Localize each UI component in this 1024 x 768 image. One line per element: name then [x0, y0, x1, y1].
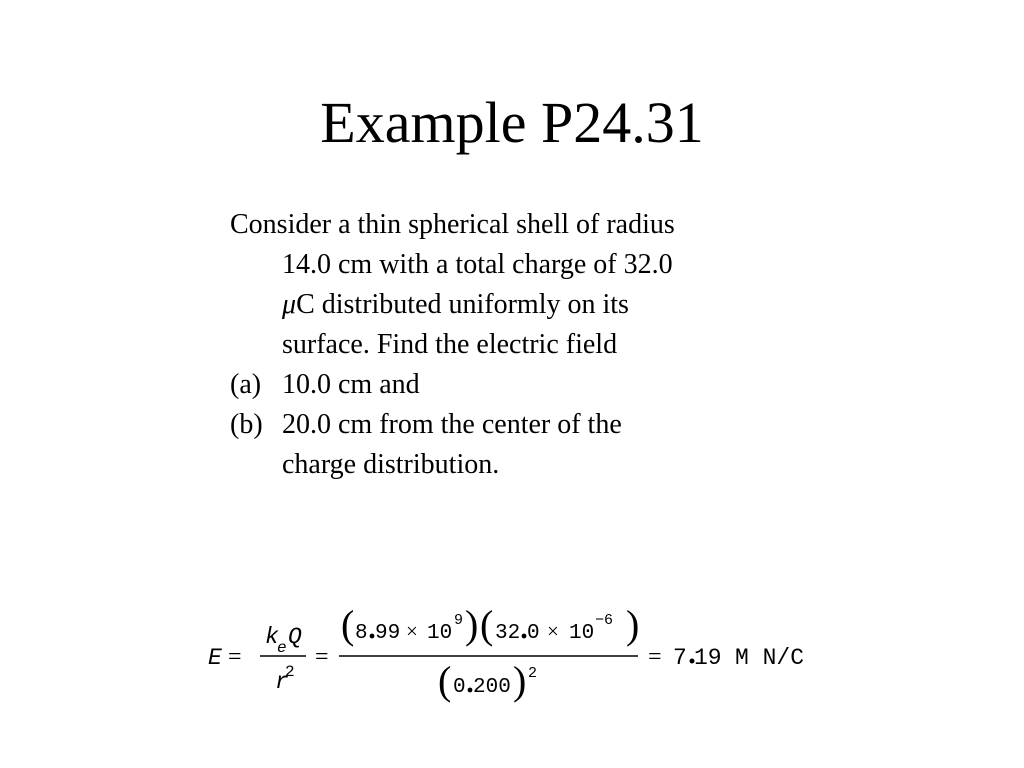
num-term1-times: ×: [406, 619, 418, 643]
eq-equals-1: =: [228, 644, 242, 670]
eq-equals-2: =: [315, 644, 329, 670]
eq-lhs: E: [208, 645, 222, 671]
problem-line-7: charge distribution.: [282, 449, 500, 480]
part-a: [230, 365, 790, 405]
num-paren-open-1: (: [341, 602, 355, 647]
result-unit: M N/C: [735, 645, 805, 671]
part-b-label: (b): [230, 409, 263, 440]
num-term1-base: 10: [427, 622, 453, 645]
problem-line-1: Consider a thin spherical shell of radius: [230, 209, 675, 240]
problem-line-3: [230, 285, 790, 325]
den-decimal-point: [468, 688, 473, 693]
result-int: 7: [673, 645, 687, 671]
problem-line-4: surface. Find the electric field: [282, 329, 618, 360]
den-frac: 200: [473, 676, 511, 699]
num-paren-close-1: ): [465, 602, 479, 647]
num-term2-int: 32: [495, 622, 521, 645]
problem-statement: [230, 205, 790, 485]
num-term2-base: 10: [569, 622, 595, 645]
num-term2-times: ×: [547, 619, 559, 643]
num-term1-exp: 9: [454, 612, 464, 629]
part-b-text: 20.0 cm from the center of the: [282, 409, 622, 440]
eq-equals-3: =: [648, 644, 662, 670]
problem-line-2: 14.0 cm with a total charge of 32.0: [282, 249, 673, 280]
den-paren-open: (: [438, 658, 452, 703]
frac1-r: r: [275, 669, 289, 695]
num-paren-close-2: ): [626, 602, 640, 647]
num-term1-decimal-point: [370, 634, 375, 639]
problem-line-3-text: C distributed uniformly on its: [296, 289, 629, 320]
part-a-label: (a): [230, 369, 262, 400]
slide-title: Example P24.31: [320, 90, 704, 155]
frac1-sub-e: e: [277, 639, 287, 657]
num-term1-frac: 99: [375, 622, 401, 645]
equation-svg: [208, 596, 828, 706]
electric-field-equation: [208, 596, 828, 706]
frac1-q: Q: [288, 624, 302, 650]
num-paren-open-2: (: [480, 602, 494, 647]
frac1-r-exp: 2: [285, 663, 295, 681]
mu-symbol: μ: [282, 289, 297, 320]
den-paren-close: ): [513, 658, 527, 703]
result-frac: 19: [694, 645, 722, 671]
num-term2-decimal-point: [522, 634, 527, 639]
num-term2-exp: −6: [595, 612, 614, 629]
num-term2-frac: 0: [527, 622, 540, 645]
den-exp: 2: [528, 665, 538, 682]
part-b: [230, 405, 790, 445]
den-int: 0: [453, 676, 466, 699]
frac1-k: k: [265, 624, 279, 650]
num-term1-int: 8: [355, 622, 368, 645]
part-a-text: 10.0 cm and: [282, 369, 420, 400]
